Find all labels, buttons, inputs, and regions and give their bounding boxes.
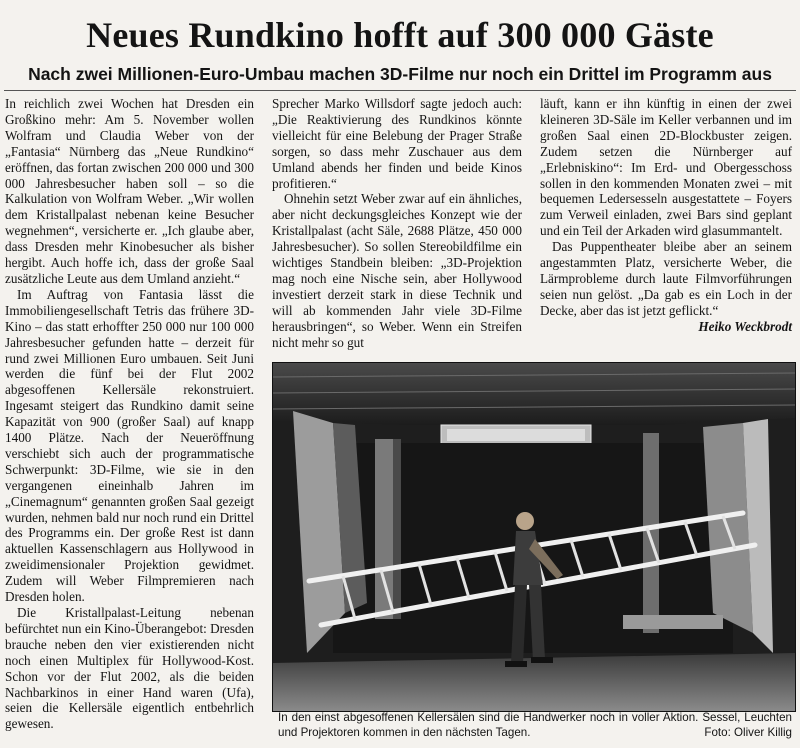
paragraph: Die Kristallpalast-Leitung nebenan befürchtet nun ein Kino-Überangebot: Dresden brauche neben den vier existierenden nicht noch einen Multiplex für Hollywood-Kost. Schon vor der Flut 2002, als die beiden Nachbarkinos in einer Hand waren (Ufa), seien die Kellersäle eigentlich entbehrlich gewesen.: [5, 605, 255, 732]
paragraph: Ohnehin setzt Weber zwar auf ein ähnliches, aber nicht deckungsgleiches Konzept wie der Kristallpalast (acht Säle, 2688 Plätze, 450 000 Jahresbesucher). So sollen Stereobildfilme ein wichtiges Standbein bleiben: „3D-Projektion mag noch eine Nische sein, aber Hollywood investiert derzeit stark in diese Technik und will ab kommenden Jahr viele 3D-Filme herausbringen“, so Weber. Wenn ein Streifen nicht mehr so gut: [272, 191, 522, 350]
paragraph: Das Puppentheater bleibe aber an seinem angestammten Platz, versicherte Weber, die Lärmprobleme durch laute Filmvorführungen seien nun gelöst. „Da gab es ein Loch in der Decke, aber das ist jetzt geflickt.“: [540, 239, 792, 318]
author-byline: Heiko Weckbrodt: [698, 318, 792, 334]
paragraph: Sprecher Marko Willsdorf sagte jedoch auch: „Die Reaktivierung des Rundkinos könnte vielleicht für eine Belebung der Prager Straße sorgen, so dass mehr Zuschauer aus dem Umland abends her finden und beide Kinos profitieren.“: [272, 96, 522, 191]
article-column-2: [272, 96, 522, 356]
paragraph: läuft, kann er ihn künftig in einen der zwei kleineren 3D-Säle im Keller verbannen und im großen Saal einen 2D-Blockbuster zeigen. Zudem setzen die Nürnberger auf „Erlebniskino“: Im Erd- und Obergesschoss sollen in den kommenden Monaten zwei – mit bequemen Ledersesseln ausgestattete – Foyers zum Verweil einladen, zwei Bars sind geplant und ein Teil der Arkaden wird glasummantelt.: [540, 96, 792, 239]
article-column-3: [540, 96, 792, 356]
paragraph: In reichlich zwei Wochen hat Dresden ein Großkino mehr: Am 5. November wollen Wolfram und Claudia Weber von der „Fantasia“ Nürnberg das „Neue Rundkino“ eröffnen, das fortan zwischen 200 000 und 300 000 Jahresbesucher haben soll – so die Kalkulation von Wolfram Weber. „Wir wollen dem Kristallpalast nebenan keine Besucher wegnehmen“, versicherte er. „Ich glaube aber, dass Dresden mehr Kinobesucher als bisher hergibt. Auch hoffe ich, dass der große Saal zusätzliche Leute aus dem Umland anzieht.“: [5, 96, 254, 286]
article-photo: [272, 362, 796, 712]
headline: Neues Rundkino hofft auf 300 000 Gäste: [86, 15, 714, 55]
caption-text: In den einst abgesoffenen Kellersälen sind die Handwerker noch in voller Aktion. Sessel, Leuchten und Projektoren kommen in den nächsten Tagen.: [278, 711, 792, 739]
workers-photo-illustration: [273, 363, 795, 711]
photo-credit: Foto: Oliver Killig: [704, 726, 792, 739]
header-rule: [4, 90, 796, 91]
paragraph: Im Auftrag von Fantasia lässt die Immobiliengesellschaft Tetris das frühere 3D-Kino – das statt erhoffter 250 000 nur 100 000 Jahresbesucher gefunden hatte – derzeit für rund zwei Millionen Euro umbauen. Seit Juni werden die fünf bei der Flut 2002 abgesoffenen Kellersäle rekonstruiert. Ingesamt steigert das Rundkino damit seine Kapazität von 900 (großer Saal) auf knapp 1400 Plätze. Nach der Neueröffnung verschiebt sich auch der programmatische Schwerpunkt: 3D-Filme, wie sie in den vergangenen eineinhalb Jahren im „Cinemagnum“ genannten großen Saal gezeigt wurden, nehmen bald nur noch rund ein Drittel des Programms ein. Der große Rest ist dann aktuellen Kassenschlagern aus Hollywood in zweidimensionaler Projektion gewidmet. Zudem will Weber Filmpremieren nach Dresden holen.: [5, 286, 254, 605]
photo-caption: [278, 710, 792, 740]
subheadline: Nach zwei Millionen-Euro-Umbau machen 3D-Filme nur noch ein Drittel im Programm aus: [28, 64, 772, 84]
article-column-1: [5, 96, 254, 746]
